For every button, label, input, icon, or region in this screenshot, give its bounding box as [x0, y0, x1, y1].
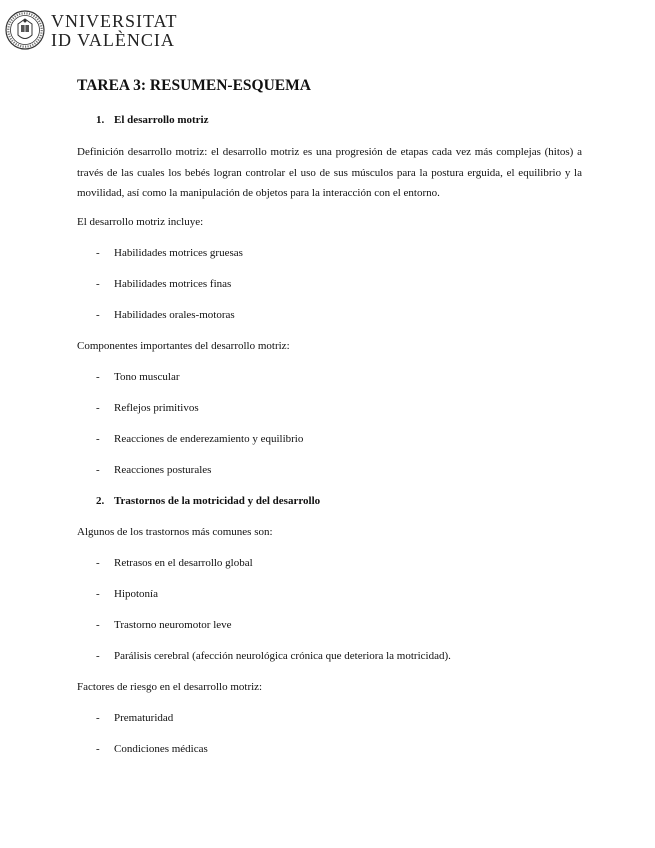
list-item-text: Habilidades motrices gruesas	[114, 247, 243, 259]
list-item-text: Reacciones de enderezamiento y equilibrio	[114, 433, 304, 445]
list-item	[96, 278, 231, 290]
wordmark-line-2: ID VALÈNCIA	[51, 30, 175, 50]
bullet-dash: -	[96, 309, 100, 321]
bullet-dash: -	[96, 247, 100, 259]
university-wordmark	[51, 12, 178, 50]
bullet-dash: -	[96, 402, 100, 414]
list-item	[96, 247, 243, 259]
bullet-dash: -	[96, 464, 100, 476]
list-item	[96, 309, 235, 321]
list-item	[96, 464, 211, 476]
list-item-text: Habilidades motrices finas	[114, 278, 232, 290]
list-item	[96, 743, 208, 755]
list-item-text: Reacciones posturales	[114, 464, 212, 476]
list-item-text: Trastorno neuromotor leve	[114, 619, 232, 631]
definition-paragraph: Definición desarrollo motriz: el desarrollo motriz es una progresión de etapas cada vez más complejas (hitos) a través de las cuales los bebés logran controlar el uso de sus músculos para la postura erguida, el equilibrio y la movilidad, así como la manipulación de objetos para la interacción con el entorno.	[77, 146, 582, 199]
list-item-text: Condiciones médicas	[114, 743, 208, 755]
section-number: 1.	[96, 114, 105, 126]
list-item-text: Hipotonía	[114, 588, 158, 600]
risk-intro: Factores de riesgo en el desarrollo motriz:	[77, 681, 263, 693]
bullet-dash: -	[96, 743, 100, 755]
list-item	[96, 402, 199, 414]
section-heading-1	[96, 114, 209, 126]
list-item	[96, 619, 232, 631]
list-item	[96, 433, 303, 445]
bullet-dash: -	[96, 371, 100, 383]
section-title: El desarrollo motriz	[114, 114, 209, 126]
university-header	[5, 10, 205, 54]
includes-intro: El desarrollo motriz incluye:	[77, 216, 204, 228]
list-item	[96, 712, 173, 724]
list-item	[96, 588, 158, 600]
section-title: Trastornos de la motricidad y del desarrollo	[114, 495, 321, 507]
bullet-dash: -	[96, 588, 100, 600]
list-item-text: Habilidades orales-motoras	[114, 309, 235, 321]
disorders-intro: Algunos de los trastornos más comunes son:	[77, 526, 273, 538]
list-item-text: Retrasos en el desarrollo global	[114, 557, 253, 569]
bullet-dash: -	[96, 650, 100, 662]
section-heading-2	[96, 495, 320, 507]
bullet-dash: -	[96, 619, 100, 631]
bullet-dash: -	[96, 433, 100, 445]
list-item	[96, 371, 180, 383]
bullet-dash: -	[96, 712, 100, 724]
list-item-text: Reflejos primitivos	[114, 402, 199, 414]
list-item	[96, 650, 451, 662]
list-item-text: Prematuridad	[114, 712, 174, 724]
list-item	[96, 557, 253, 569]
list-item-text: Tono muscular	[114, 371, 180, 383]
wordmark-line-1: VNIVERSITAT	[51, 11, 178, 31]
list-item-text: Parálisis cerebral (afección neurológica crónica que deteriora la motricidad).	[114, 650, 451, 662]
section-number: 2.	[96, 495, 105, 507]
university-seal-icon	[5, 10, 45, 50]
bullet-dash: -	[96, 278, 100, 290]
bullet-dash: -	[96, 557, 100, 569]
document-title: TAREA 3: RESUMEN-ESQUEMA	[77, 77, 311, 94]
components-intro: Componentes importantes del desarrollo motriz:	[77, 340, 290, 352]
